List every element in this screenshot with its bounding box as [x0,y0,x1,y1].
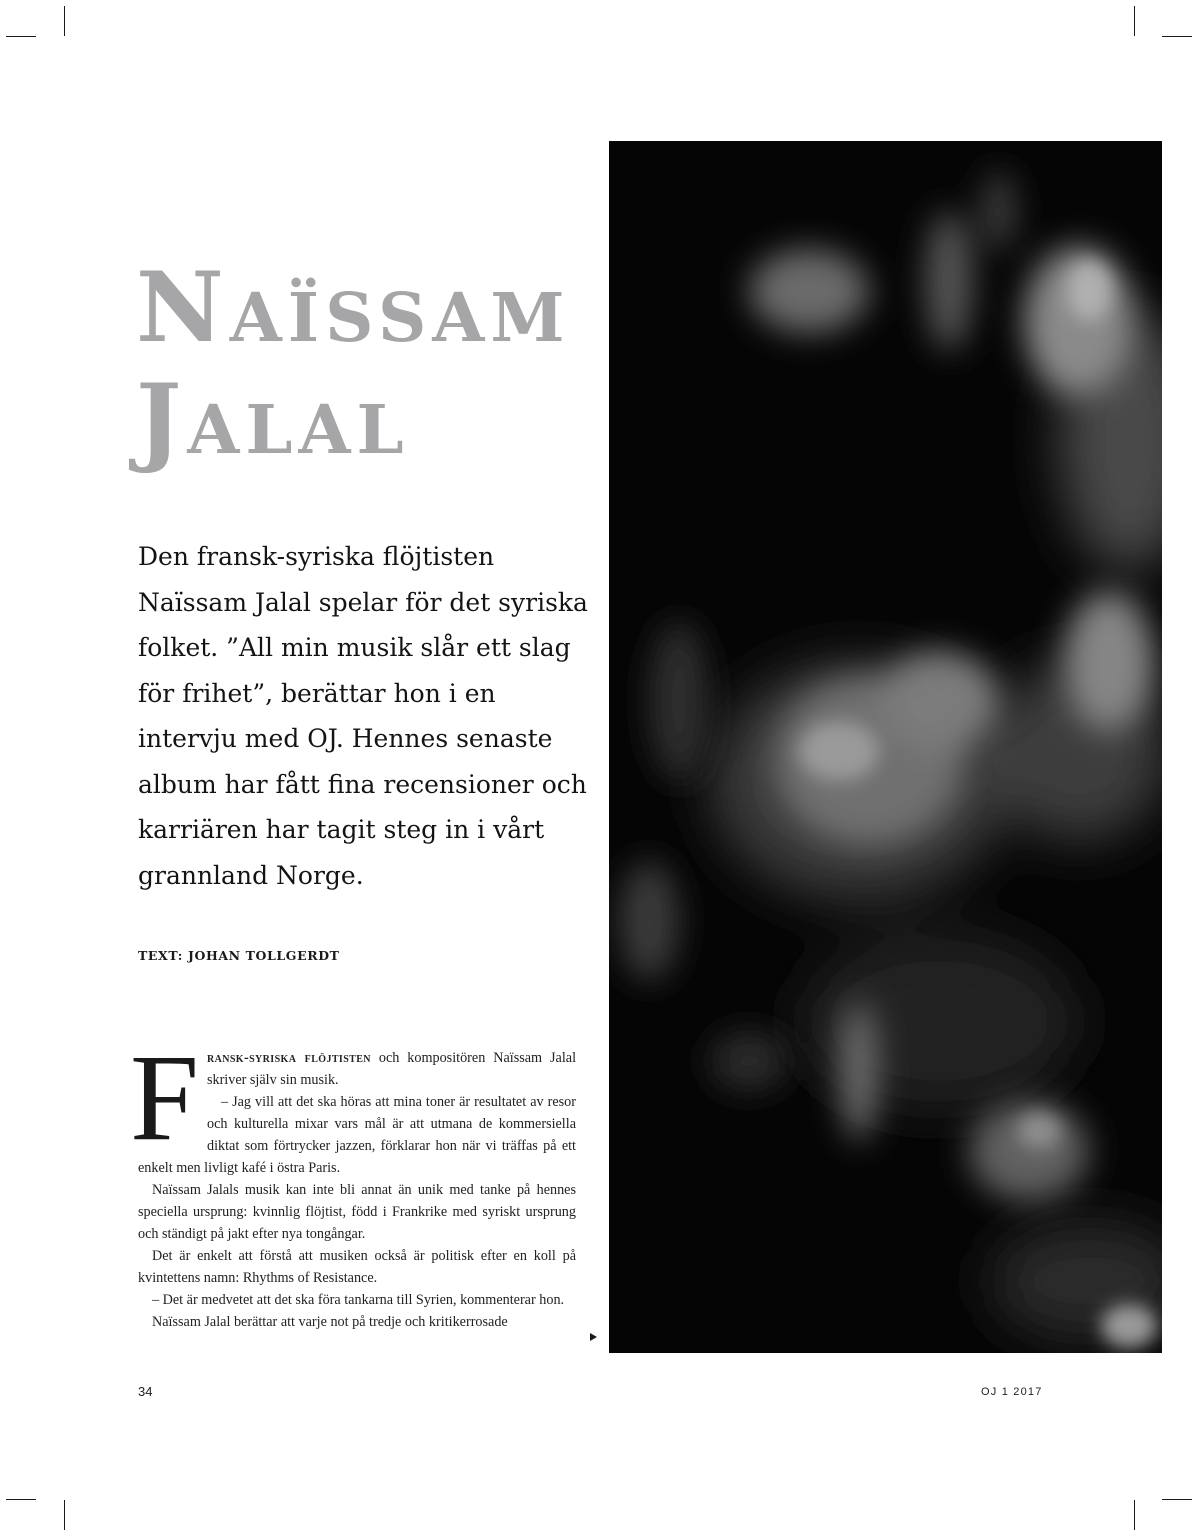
body-paragraph: Naïssam Jalal berättar att varje not på tredje och kritikerrosade [152,1314,508,1330]
crop-mark [1134,1500,1135,1530]
crop-mark [64,1500,65,1530]
article-photo [609,141,1162,1353]
drop-cap: F [130,1029,199,1166]
crop-mark [1162,1499,1192,1500]
article-lead: Den fransk-syriska flöjtisten Naïssam Jalal spelar för det syriska folket. ”All min musik slår ett slag för frihet”, berättar hon i en intervju med OJ. Hennes senaste album har fått fina recensioner och karriären har tagit steg in i vårt grannland Norge. [138,542,588,890]
body-paragraph: Naïssam Jalals musik kan inte bli annat än unik med tanke på hennes speciella ursprung: kvinnlig flöjtist, född i Frankrike med syriskt ursprung och ständigt på jakt efter nya tongångar. [138,1182,576,1242]
title-line-2: Jalal [136,363,410,476]
lead-in: ransk-syriska flöjtisten [206,1050,371,1066]
body-paragraph [138,1047,576,1091]
byline: TEXT: JOHAN TOLLGERDT [138,948,340,963]
body-paragraph: – Det är medvetet att det ska föra tankarna till Syrien, kommenterar hon. [152,1292,565,1308]
continue-arrow-icon [590,1333,597,1341]
crop-mark [64,6,65,36]
page-number: 34 [138,1384,153,1399]
body-text: och kompositören Naïssam Jalal skriver själv sin musik. [206,1050,577,1088]
title-line-1: Naïssam [136,251,571,364]
body-paragraph: Det är enkelt att förstå att musiken också är politisk efter en koll på kvintettens namn: Rhythms of Resistance. [138,1248,576,1286]
article-title [136,252,571,476]
crop-mark [1134,6,1135,36]
crop-mark [6,1499,36,1500]
article-body [130,1029,577,1333]
crop-mark [6,36,36,37]
body-paragraph: – Jag vill att det ska höras att mina toner är resultatet av resor och kulturella mixar vars mål är att utmana de kommersiella diktat som förtrycker jazzen, förklarar hon när vi träffas på ett enkelt men livligt kafé i östra Paris. [138,1094,576,1176]
issue-label: OJ 1 2017 [981,1386,1043,1398]
crop-mark [1162,36,1192,37]
